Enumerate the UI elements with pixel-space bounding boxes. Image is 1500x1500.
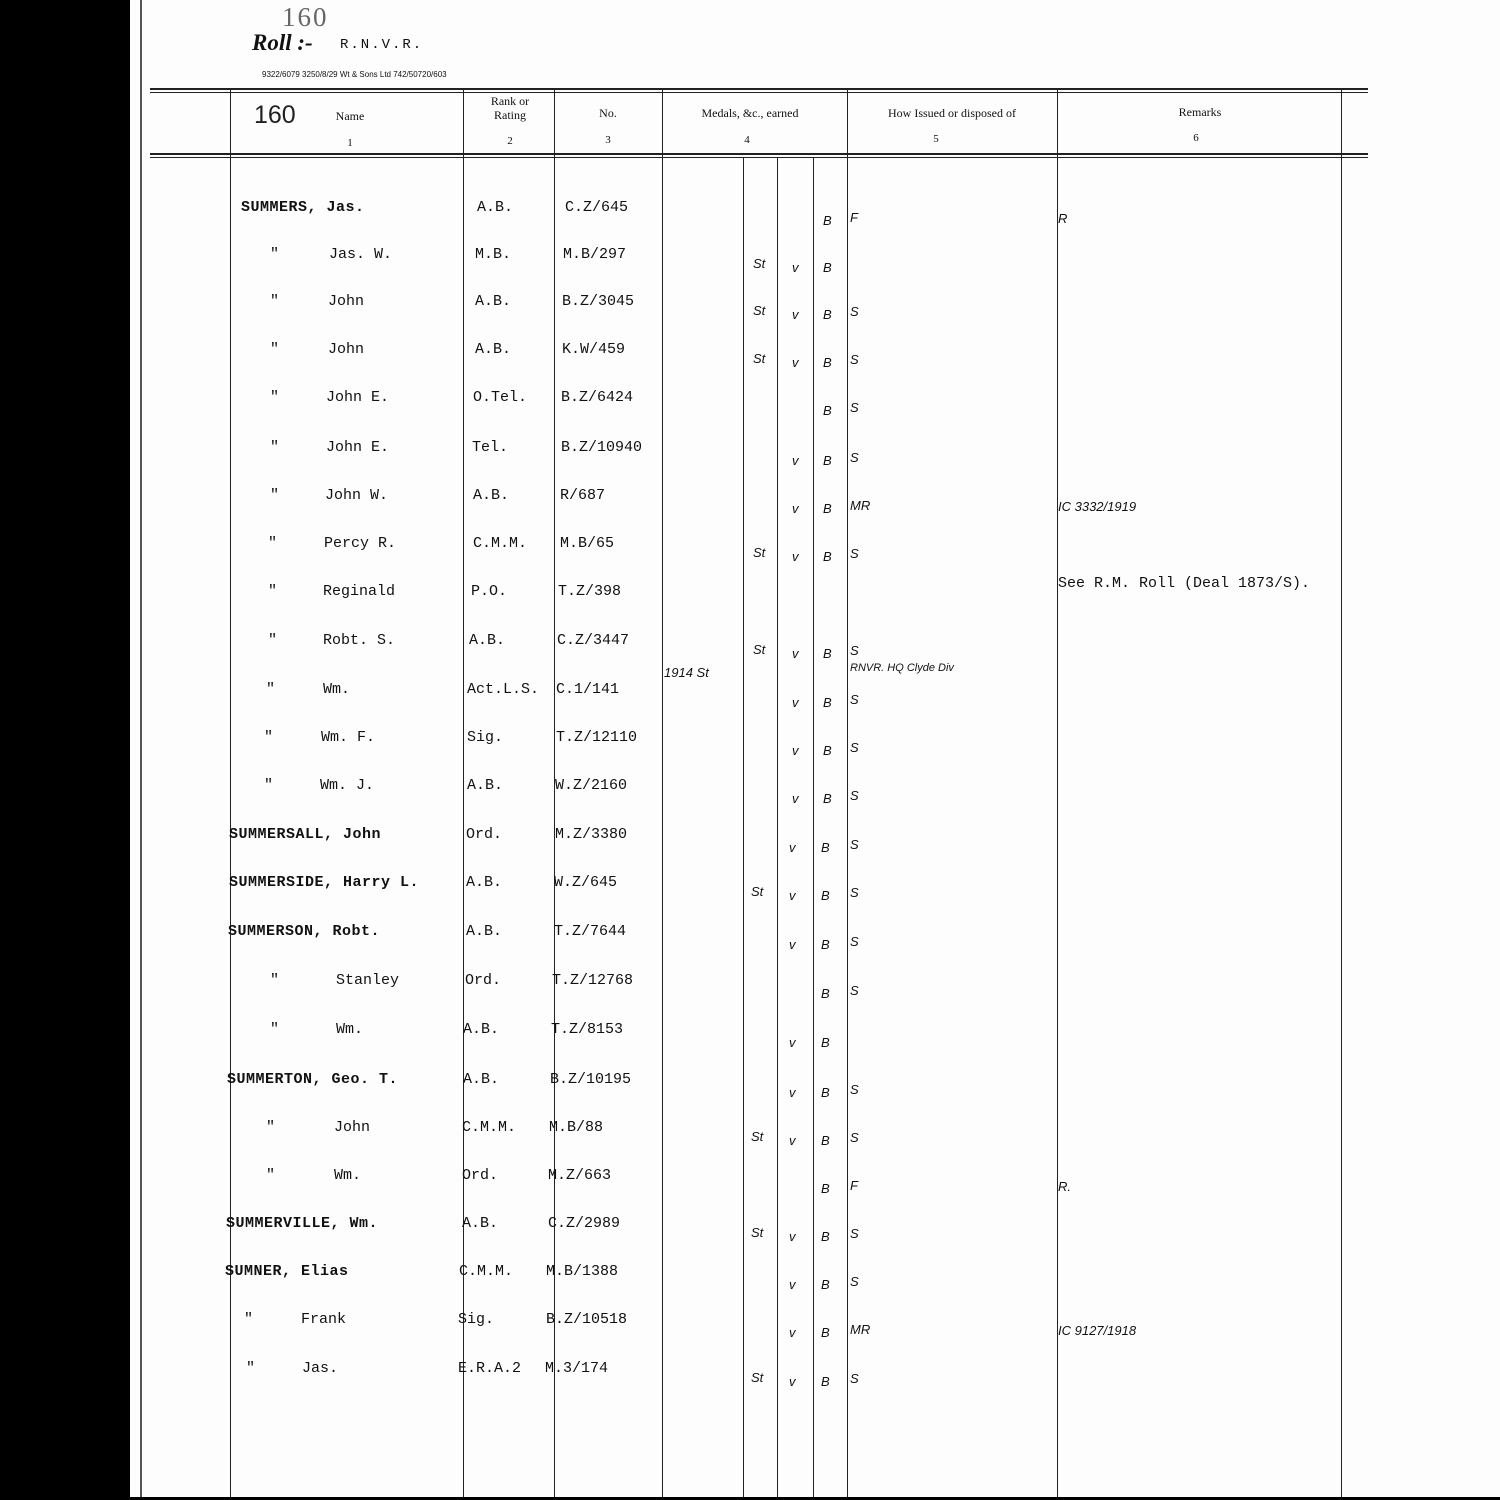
rank-rating: A.B. — [463, 1021, 500, 1038]
medal-star: St — [751, 1225, 764, 1240]
sheet-number: 160 — [282, 2, 329, 32]
medal-british-war: B — [823, 355, 832, 370]
medal-victory: v — [792, 501, 799, 516]
given-name: John E. — [326, 389, 390, 406]
service-number: C.Z/645 — [565, 199, 629, 216]
issue-status: F — [850, 1178, 858, 1193]
given-name: Jas. — [302, 1360, 339, 1377]
medal-british-war: B — [823, 453, 832, 468]
issue-status: S — [850, 934, 859, 949]
given-name: Reginald — [323, 583, 396, 600]
issue-status: S — [850, 692, 859, 707]
remark-text: IC 3332/1919 — [1058, 499, 1137, 514]
service-number: M.B/65 — [560, 535, 615, 552]
given-name: Frank — [301, 1311, 347, 1328]
rank-rating: Ord. — [466, 826, 503, 843]
medal-british-war: B — [821, 1181, 830, 1196]
header-rank: Rank or Rating — [490, 94, 530, 122]
medal-british-war: B — [823, 646, 832, 661]
medal-british-war: B — [823, 403, 832, 418]
medal-british-war: B — [821, 840, 830, 855]
paper-edge — [140, 0, 142, 1497]
rank-rating: A.B. — [475, 293, 512, 310]
medal-victory: v — [792, 743, 799, 758]
rank-rating: Sig. — [458, 1311, 495, 1328]
surname: SUMMERVILLE, Wm. — [226, 1215, 379, 1232]
ditto-mark: " — [266, 681, 276, 698]
ditto-mark: " — [270, 341, 280, 358]
medal-british-war: B — [823, 743, 832, 758]
surname: SUMMERSALL, John — [229, 826, 382, 843]
given-name: John — [328, 341, 365, 358]
handwritten-sheet-number: 160 — [254, 101, 296, 129]
given-name: Stanley — [336, 972, 400, 989]
medal-star: St — [753, 642, 766, 657]
rank-rating: A.B. — [466, 923, 503, 940]
ditto-mark: " — [270, 389, 280, 406]
header-bottom-rule — [150, 153, 1368, 155]
medal-victory: v — [792, 791, 799, 806]
ditto-mark: " — [270, 246, 280, 263]
ditto-mark: " — [270, 972, 280, 989]
service-number: B.Z/10195 — [550, 1071, 632, 1088]
print-reference: 9322/6079 3250/8/29 Wt & Sons Ltd 742/50720/603 — [262, 70, 447, 79]
given-name: Robt. S. — [323, 632, 396, 649]
service-number: M.Z/3380 — [555, 826, 628, 843]
rank-rating: O.Tel. — [473, 389, 528, 406]
service-number: B.Z/6424 — [561, 389, 634, 406]
issue-status: S — [850, 400, 859, 415]
surname: SUMMERSIDE, Harry L. — [229, 874, 420, 891]
rank-rating: Ord. — [462, 1167, 499, 1184]
issue-status: S — [850, 546, 859, 561]
medal-star: St — [751, 1370, 764, 1385]
service-number: C.1/141 — [556, 681, 620, 698]
given-name: Wm. F. — [321, 729, 376, 746]
roll-value: R.N.V.R. — [340, 37, 424, 53]
medal-british-war: B — [821, 888, 830, 903]
given-name: Jas. W. — [329, 246, 393, 263]
issue-status: S — [850, 643, 859, 658]
issue-status: S — [850, 352, 859, 367]
ditto-mark: " — [264, 729, 274, 746]
remark-text: R. — [1058, 1179, 1071, 1194]
medal-british-war: B — [821, 1035, 830, 1050]
surname: SUMMERTON, Geo. T. — [227, 1071, 399, 1088]
service-number: C.Z/2989 — [548, 1215, 621, 1232]
medal-british-war: B — [821, 1085, 830, 1100]
medal-victory: v — [789, 1085, 796, 1100]
medal-british-war: B — [821, 1277, 830, 1292]
medal-victory: v — [792, 355, 799, 370]
ditto-mark: " — [270, 487, 280, 504]
rank-rating: M.B. — [475, 246, 512, 263]
header-number-number: 3 — [605, 134, 611, 146]
rank-rating: E.R.A.2 — [458, 1360, 522, 1377]
header-number: No. — [599, 106, 617, 120]
column-rule — [662, 88, 663, 1497]
medal-british-war: B — [823, 549, 832, 564]
ditto-mark: " — [270, 293, 280, 310]
medal-victory: v — [792, 307, 799, 322]
scan-border-left — [0, 0, 130, 1500]
ditto-mark: " — [270, 1021, 280, 1038]
column-rule — [230, 88, 231, 1497]
rank-rating: C.M.M. — [473, 535, 528, 552]
roll-label: Roll :- — [252, 30, 313, 55]
header-remarks: Remarks — [1178, 105, 1222, 119]
medal-victory: v — [792, 260, 799, 275]
rank-rating: A.B. — [473, 487, 510, 504]
medal-victory: v — [789, 1229, 796, 1244]
service-number: T.Z/12768 — [552, 972, 634, 989]
star-1914-annotation: 1914 St — [664, 665, 709, 680]
medal-victory: v — [789, 1035, 796, 1050]
header-issued: How Issued or disposed of — [888, 106, 1016, 120]
service-number: R/687 — [560, 487, 606, 504]
column-rule — [1057, 88, 1058, 1497]
issue-status: F — [850, 210, 858, 225]
service-number: M.B/1388 — [546, 1263, 619, 1280]
service-number: B.Z/10940 — [561, 439, 643, 456]
given-name: Percy R. — [324, 535, 397, 552]
ditto-mark: " — [268, 535, 278, 552]
issue-status: S — [850, 1082, 859, 1097]
header-issued-number: 5 — [933, 133, 939, 145]
header-rank-number: 2 — [507, 135, 513, 147]
given-name: Wm. — [334, 1167, 362, 1184]
header-name-number: 1 — [347, 137, 353, 149]
given-name: John E. — [326, 439, 390, 456]
medal-star: St — [753, 545, 766, 560]
rank-rating: C.M.M. — [462, 1119, 517, 1136]
service-number: W.Z/2160 — [555, 777, 628, 794]
header-top-rule — [150, 88, 1368, 90]
ditto-mark: " — [266, 1167, 276, 1184]
rank-rating: A.B. — [467, 777, 504, 794]
given-name: Wm. — [323, 681, 351, 698]
medal-victory: v — [789, 937, 796, 952]
ditto-mark: " — [264, 777, 274, 794]
rank-rating: Ord. — [465, 972, 502, 989]
medal-british-war: B — [823, 213, 832, 228]
medal-star: St — [753, 256, 766, 271]
rank-rating: Tel. — [472, 439, 509, 456]
service-number: W.Z/645 — [554, 874, 618, 891]
ditto-mark: " — [270, 439, 280, 456]
medal-victory: v — [789, 888, 796, 903]
medal-victory: v — [789, 1374, 796, 1389]
medal-star: St — [753, 351, 766, 366]
service-number: T.Z/8153 — [551, 1021, 624, 1038]
medal-victory: v — [789, 1325, 796, 1340]
issue-status: S — [850, 837, 859, 852]
given-name: Wm. J. — [320, 777, 375, 794]
header-medals: Medals, &c., earned — [701, 106, 799, 120]
surname: SUMMERS, Jas. — [241, 199, 365, 216]
rank-rating: Act.L.S. — [467, 681, 540, 698]
service-number: T.Z/398 — [558, 583, 622, 600]
medal-victory: v — [792, 646, 799, 661]
medal-british-war: B — [823, 695, 832, 710]
header-medals-number: 4 — [744, 134, 750, 146]
given-name: Wm. — [336, 1021, 364, 1038]
rank-rating: A.B. — [475, 341, 512, 358]
medal-british-war: B — [823, 307, 832, 322]
service-number: M.B/297 — [563, 246, 627, 263]
issue-status: S — [850, 450, 859, 465]
issue-status: S — [850, 1226, 859, 1241]
issue-status: S — [850, 1274, 859, 1289]
service-number: M.B/88 — [549, 1119, 604, 1136]
medal-british-war: B — [821, 986, 830, 1001]
medal-victory: v — [792, 549, 799, 564]
medal-british-war: B — [823, 260, 832, 275]
medal-star: St — [751, 884, 764, 899]
remark-text: See R.M. Roll (Deal 1873/S). — [1058, 575, 1311, 592]
medal-british-war: B — [823, 791, 832, 806]
service-number: M.Z/663 — [548, 1167, 612, 1184]
issue-status: MR — [850, 1322, 871, 1337]
service-number: C.Z/3447 — [557, 632, 630, 649]
ditto-mark: " — [268, 583, 278, 600]
medal-victory: v — [789, 1277, 796, 1292]
surname: SUMMERSON, Robt. — [228, 923, 381, 940]
header-name: Name — [335, 109, 365, 123]
ditto-mark: " — [246, 1360, 256, 1377]
remark-text: R — [1058, 211, 1068, 226]
column-rule — [1341, 88, 1342, 1497]
issue-status: S — [850, 304, 859, 319]
header-remarks-number: 6 — [1193, 132, 1199, 144]
medal-subcolumn-rule — [743, 157, 744, 1497]
ditto-mark: " — [266, 1119, 276, 1136]
medal-victory: v — [792, 695, 799, 710]
medal-victory: v — [789, 1133, 796, 1148]
surname: SUMNER, Elias — [225, 1263, 349, 1280]
service-number: K.W/459 — [562, 341, 626, 358]
rank-rating: A.B. — [466, 874, 503, 891]
header-top-rule-2 — [150, 92, 1368, 93]
rank-rating: Sig. — [467, 729, 504, 746]
medal-british-war: B — [823, 501, 832, 516]
medal-subcolumn-rule — [813, 157, 814, 1497]
issue-status: S — [850, 1130, 859, 1145]
issue-note-annotation: RNVR. HQ Clyde Div — [850, 662, 954, 674]
service-number: T.Z/7644 — [554, 923, 627, 940]
rank-rating: A.B. — [469, 632, 506, 649]
rank-rating: C.M.M. — [459, 1263, 514, 1280]
medal-british-war: B — [821, 1229, 830, 1244]
rank-rating: P.O. — [471, 583, 508, 600]
service-number: T.Z/12110 — [556, 729, 638, 746]
medal-victory: v — [792, 453, 799, 468]
issue-status: S — [850, 1371, 859, 1386]
given-name: John — [328, 293, 365, 310]
medal-victory: v — [789, 840, 796, 855]
medal-british-war: B — [821, 1133, 830, 1148]
remark-text: IC 9127/1918 — [1058, 1323, 1137, 1338]
medal-star: St — [753, 303, 766, 318]
issue-status: S — [850, 740, 859, 755]
medal-subcolumn-rule — [777, 157, 778, 1497]
issue-status: S — [850, 885, 859, 900]
header-bottom-rule-2 — [150, 157, 1368, 158]
service-number: B.Z/3045 — [562, 293, 635, 310]
rank-rating: A.B. — [477, 199, 514, 216]
issue-status: S — [850, 788, 859, 803]
medal-british-war: B — [821, 1325, 830, 1340]
ditto-mark: " — [244, 1311, 254, 1328]
rank-rating: A.B. — [463, 1071, 500, 1088]
service-number: M.3/174 — [545, 1360, 609, 1377]
column-rule — [847, 88, 848, 1497]
ditto-mark: " — [268, 632, 278, 649]
given-name: John — [334, 1119, 371, 1136]
service-number: B.Z/10518 — [546, 1311, 628, 1328]
medal-british-war: B — [821, 1374, 830, 1389]
rank-rating: A.B. — [462, 1215, 499, 1232]
issue-status: MR — [850, 498, 871, 513]
medal-star: St — [751, 1129, 764, 1144]
column-rule — [463, 88, 464, 1497]
medal-british-war: B — [821, 937, 830, 952]
issue-status: S — [850, 983, 859, 998]
given-name: John W. — [325, 487, 389, 504]
